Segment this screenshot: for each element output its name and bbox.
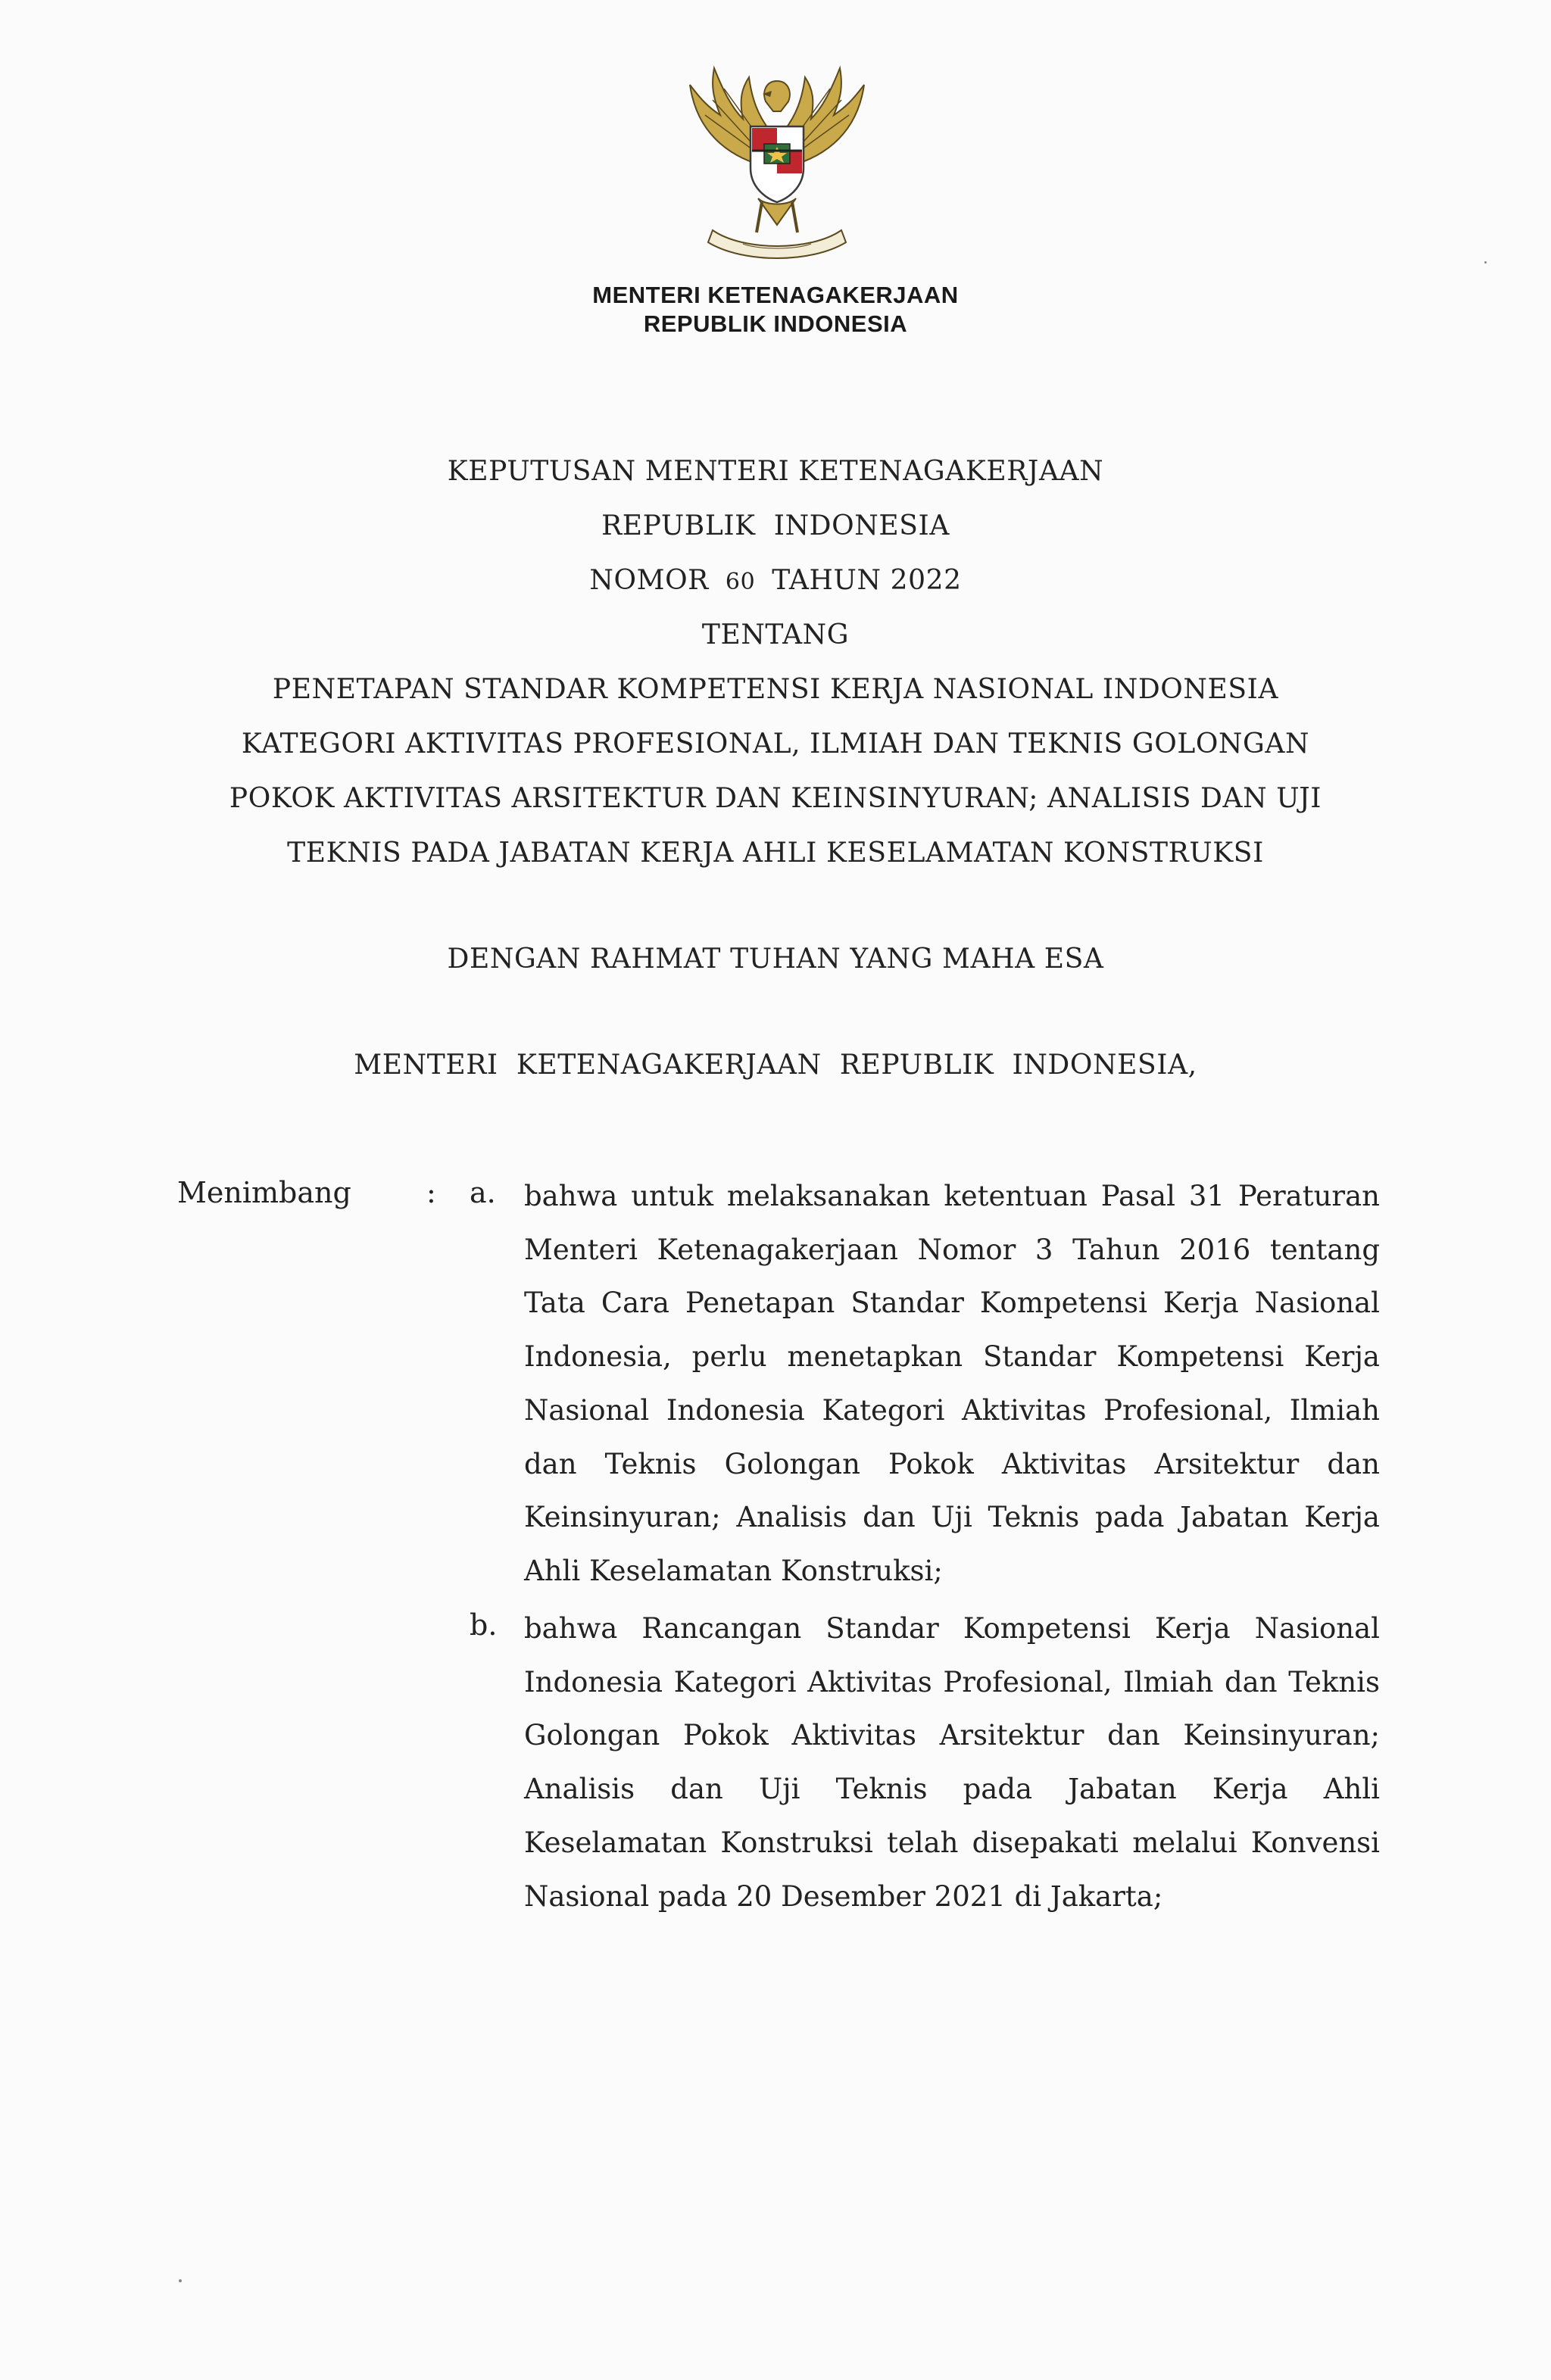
rahmat-line: DENGAN RAHMAT TUHAN YANG MAHA ESA (447, 944, 1104, 975)
decree-country: REPUBLIK INDONESIA (601, 510, 950, 541)
subject-line: TEKNIS PADA JABATAN KERJA AHLI KESELAMATAN KONSTRUKSI (287, 838, 1264, 869)
decree-number-line (0, 565, 1551, 596)
menimbang-item-b: bahwa Rancangan Standar Kompetensi Kerja Nasional Indonesia Kategori Aktivitas Profesional, Ilmiah dan Teknis Golongan Pokok Aktivitas Arsitektur dan Keinsinyuran; Analisis dan Uji Teknis pada Jabatan Kerja Ahli Keselamatan Konstruksi telah disepakati melalui Konvensi Nasional pada 20 Desember 2021 di Jakarta; (524, 1612, 1380, 1913)
subject-line: KATEGORI AKTIVITAS PROFESIONAL, ILMIAH DAN TEKNIS GOLONGAN (241, 728, 1310, 760)
nomor-value: 60 (725, 569, 756, 595)
item-marker: a. (470, 1176, 496, 1209)
tahun-label: TAHUN 2022 (772, 565, 962, 596)
scan-speck (179, 2279, 182, 2282)
nomor-label: NOMOR (589, 565, 709, 596)
ministry-name: MENTERI KETENAGAKERJAAN (592, 282, 959, 308)
item-marker: b. (470, 1608, 498, 1642)
decree-title: KEPUTUSAN MENTERI KETENAGAKERJAAN (447, 456, 1104, 487)
ministry-country: REPUBLIK INDONESIA (643, 310, 908, 337)
menteri-line: MENTERI KETENAGAKERJAAN REPUBLIK INDONESIA, (354, 1050, 1197, 1081)
garuda-emblem-icon (667, 55, 887, 274)
menimbang-label: Menimbang (177, 1176, 351, 1209)
menimbang-colon: : (426, 1176, 436, 1209)
scan-speck (1484, 261, 1487, 264)
menimbang-item-a: bahwa untuk melaksanakan ketentuan Pasal 31 Peraturan Menteri Ketenagakerjaan Nomor 3 Tahun 2016 tentang Tata Cara Penetapan Standar Kompetensi Kerja Nasional Indonesia, perlu menetapkan Standar Kompetensi Kerja Nasional Indonesia Kategori Aktivitas Profesional, Ilmiah dan Teknis Golongan Pokok Aktivitas Arsitektur dan Keinsinyuran; Analisis dan Uji Teknis pada Jabatan Kerja Ahli Keselamatan Konstruksi; (524, 1180, 1380, 1587)
subject-line: PENETAPAN STANDAR KOMPETENSI KERJA NASIONAL INDONESIA (272, 674, 1279, 705)
tentang-heading: TENTANG (701, 619, 850, 650)
subject-line: POKOK AKTIVITAS ARSITEKTUR DAN KEINSINYURAN; ANALISIS DAN UJI (229, 783, 1322, 814)
